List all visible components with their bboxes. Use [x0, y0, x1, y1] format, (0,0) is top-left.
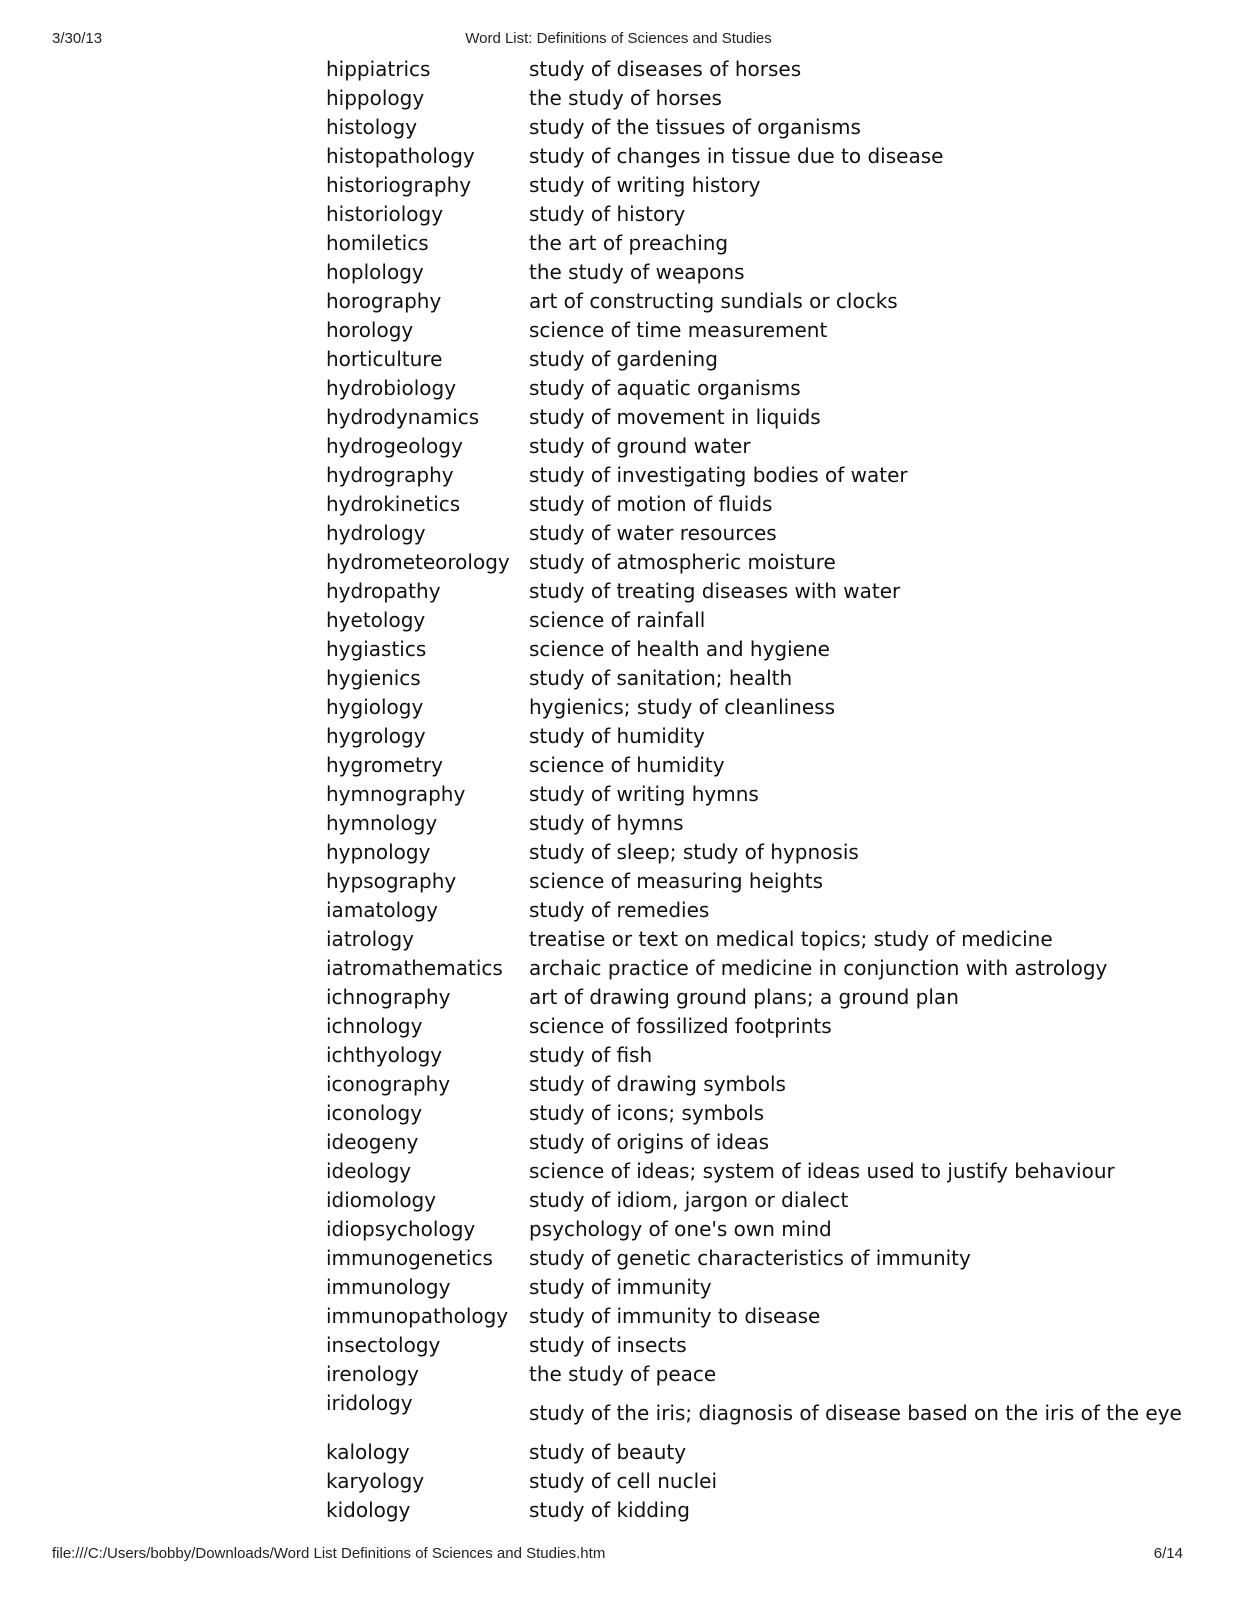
term-cell: ichthyology	[326, 1043, 443, 1067]
term-cell: hoplology	[326, 260, 424, 284]
term-cell: hydrodynamics	[326, 405, 480, 429]
term-cell: histology	[326, 115, 418, 139]
definition-cell: study of motion of fluids	[529, 492, 773, 516]
definition-cell: study of diseases of horses	[529, 57, 802, 81]
definition-cell: study of the tissues of organisms	[529, 115, 861, 139]
table-row	[326, 954, 1182, 983]
table-row	[326, 1070, 1182, 1099]
definition-cell: study of changes in tissue due to disease	[529, 144, 944, 168]
term-cell: hydrobiology	[326, 376, 457, 400]
definition-cell: study of history	[529, 202, 686, 226]
definition-cell: study of aquatic organisms	[529, 376, 801, 400]
table-row	[326, 983, 1182, 1012]
table-row	[326, 1186, 1182, 1215]
table-row	[326, 84, 1182, 113]
term-cell: horology	[326, 318, 414, 342]
term-cell: hygienics	[326, 666, 421, 690]
print-date: 3/30/13	[52, 30, 103, 47]
definition-cell: archaic practice of medicine in conjunction with astrology	[529, 956, 1108, 980]
print-footer	[0, 1545, 1237, 1565]
definition-cell: treatise or text on medical topics; study of medicine	[529, 927, 1053, 951]
table-row	[326, 1360, 1182, 1389]
table-row	[326, 896, 1182, 925]
term-cell: hydropathy	[326, 579, 441, 603]
table-row	[326, 345, 1182, 374]
term-cell: iamatology	[326, 898, 438, 922]
table-row	[326, 316, 1182, 345]
table-row	[326, 722, 1182, 751]
table-row	[326, 1244, 1182, 1273]
term-cell: histopathology	[326, 144, 475, 168]
definition-cell: art of constructing sundials or clocks	[529, 289, 898, 313]
term-cell: hippiatrics	[326, 57, 431, 81]
term-cell: homiletics	[326, 231, 429, 255]
term-cell: kalology	[326, 1440, 410, 1464]
table-row	[326, 548, 1182, 577]
table-row	[326, 403, 1182, 432]
term-cell: iconography	[326, 1072, 451, 1096]
term-cell: immunogenetics	[326, 1246, 493, 1270]
table-row	[326, 142, 1182, 171]
definition-cell: study of movement in liquids	[529, 405, 821, 429]
definition-cell: study of atmospheric moisture	[529, 550, 836, 574]
term-cell: iconology	[326, 1101, 423, 1125]
definition-cell: study of genetic characteristics of immunity	[529, 1246, 971, 1270]
definition-cell: study of treating diseases with water	[529, 579, 901, 603]
definition-cell: study of sleep; study of hypnosis	[529, 840, 859, 864]
term-cell: hydrometeorology	[326, 550, 510, 574]
definition-cell: science of ideas; system of ideas used to justify behaviour	[529, 1159, 1115, 1183]
table-row	[326, 229, 1182, 258]
term-cell: kidology	[326, 1498, 411, 1522]
file-path: file:///C:/Users/bobby/Downloads/Word List Definitions of Sciences and Studies.htm	[52, 1545, 606, 1562]
term-cell: hygrology	[326, 724, 426, 748]
table-row	[326, 577, 1182, 606]
definition-cell: the study of peace	[529, 1362, 717, 1386]
table-row	[326, 1012, 1182, 1041]
term-cell: hygrometry	[326, 753, 443, 777]
term-cell: immunopathology	[326, 1304, 509, 1328]
term-cell: ichnography	[326, 985, 451, 1009]
table-row	[326, 490, 1182, 519]
definition-cell: study of writing history	[529, 173, 761, 197]
definition-cell: science of fossilized footprints	[529, 1014, 832, 1038]
definition-cell: study of icons; symbols	[529, 1101, 765, 1125]
term-cell: horography	[326, 289, 442, 313]
table-row	[326, 1273, 1182, 1302]
definition-cell: science of time measurement	[529, 318, 828, 342]
table-row	[326, 374, 1182, 403]
term-cell: hydrology	[326, 521, 426, 545]
term-cell: irenology	[326, 1362, 419, 1386]
table-row	[326, 838, 1182, 867]
table-row	[326, 1389, 1182, 1438]
table-row	[326, 1467, 1182, 1496]
definition-cell: study of immunity	[529, 1275, 712, 1299]
definition-cell: the study of horses	[529, 86, 722, 110]
definition-cell: study of insects	[529, 1333, 687, 1357]
table-row	[326, 751, 1182, 780]
definition-cell: science of humidity	[529, 753, 725, 777]
word-definition-table	[326, 55, 1182, 1525]
definition-cell: study of writing hymns	[529, 782, 759, 806]
term-cell: horticulture	[326, 347, 443, 371]
table-row	[326, 432, 1182, 461]
term-cell: hygiastics	[326, 637, 427, 661]
term-cell: hygiology	[326, 695, 424, 719]
definition-cell: study of kidding	[529, 1498, 690, 1522]
definition-cell: science of health and hygiene	[529, 637, 830, 661]
table-row	[326, 171, 1182, 200]
table-row	[326, 258, 1182, 287]
definition-cell: study of fish	[529, 1043, 653, 1067]
table-row	[326, 200, 1182, 229]
term-cell: hymnology	[326, 811, 438, 835]
table-row	[326, 693, 1182, 722]
term-cell: ideogeny	[326, 1130, 419, 1154]
table-row	[326, 1041, 1182, 1070]
table-row	[326, 867, 1182, 896]
table-row	[326, 925, 1182, 954]
term-cell: hyetology	[326, 608, 426, 632]
term-cell: hypnology	[326, 840, 431, 864]
table-row	[326, 780, 1182, 809]
table-row	[326, 1099, 1182, 1128]
table-row	[326, 1496, 1182, 1525]
word-list-body	[326, 55, 1182, 1525]
term-cell: hymnography	[326, 782, 466, 806]
term-cell: idiomology	[326, 1188, 437, 1212]
table-row	[326, 606, 1182, 635]
definition-cell: art of drawing ground plans; a ground plan	[529, 985, 959, 1009]
definition-cell: study of gardening	[529, 347, 718, 371]
term-cell: immunology	[326, 1275, 451, 1299]
definition-cell: psychology of one's own mind	[529, 1217, 832, 1241]
term-cell: iridology	[326, 1391, 413, 1415]
definition-cell: study of remedies	[529, 898, 710, 922]
definition-cell: hygienics; study of cleanliness	[529, 695, 835, 719]
term-cell: hippology	[326, 86, 425, 110]
term-cell: insectology	[326, 1333, 441, 1357]
definition-cell: study of hymns	[529, 811, 684, 835]
definition-cell: the study of weapons	[529, 260, 745, 284]
page-title: Word List: Definitions of Sciences and Studies	[465, 30, 772, 47]
table-row	[326, 287, 1182, 316]
definition-cell: study of immunity to disease	[529, 1304, 821, 1328]
term-cell: idiopsychology	[326, 1217, 476, 1241]
term-cell: hydrography	[326, 463, 454, 487]
definition-cell: science of measuring heights	[529, 869, 824, 893]
term-cell: ichnology	[326, 1014, 423, 1038]
definition-cell: study of ground water	[529, 434, 751, 458]
table-row	[326, 1215, 1182, 1244]
print-header	[0, 30, 1237, 50]
definition-cell: study of origins of ideas	[529, 1130, 770, 1154]
table-row	[326, 113, 1182, 142]
table-row	[326, 1157, 1182, 1186]
table-row	[326, 635, 1182, 664]
term-cell: historiology	[326, 202, 444, 226]
term-cell: iatromathematics	[326, 956, 503, 980]
term-cell: hydrogeology	[326, 434, 463, 458]
definition-cell: the art of preaching	[529, 231, 729, 255]
definition-cell: science of rainfall	[529, 608, 706, 632]
definition-cell: study of beauty	[529, 1440, 687, 1464]
page-number: 6/14	[1153, 1545, 1183, 1562]
definition-cell: study of drawing symbols	[529, 1072, 786, 1096]
table-row	[326, 664, 1182, 693]
table-row	[326, 1331, 1182, 1360]
table-row	[326, 1438, 1182, 1467]
table-row	[326, 461, 1182, 490]
table-row	[326, 519, 1182, 548]
definition-cell: study of water resources	[529, 521, 777, 545]
table-row	[326, 1302, 1182, 1331]
table-row	[326, 55, 1182, 84]
table-row	[326, 809, 1182, 838]
term-cell: historiography	[326, 173, 472, 197]
definition-cell: study of investigating bodies of water	[529, 463, 908, 487]
definition-cell: study of sanitation; health	[529, 666, 793, 690]
term-cell: karyology	[326, 1469, 425, 1493]
term-cell: ideology	[326, 1159, 412, 1183]
definition-cell: study of cell nuclei	[529, 1469, 717, 1493]
definition-cell: study of idiom, jargon or dialect	[529, 1188, 849, 1212]
table-row	[326, 1128, 1182, 1157]
definition-cell: study of the iris; diagnosis of disease based on the iris of the eye	[529, 1401, 1182, 1425]
term-cell: hypsography	[326, 869, 457, 893]
term-cell: iatrology	[326, 927, 414, 951]
definition-cell: study of humidity	[529, 724, 705, 748]
term-cell: hydrokinetics	[326, 492, 461, 516]
